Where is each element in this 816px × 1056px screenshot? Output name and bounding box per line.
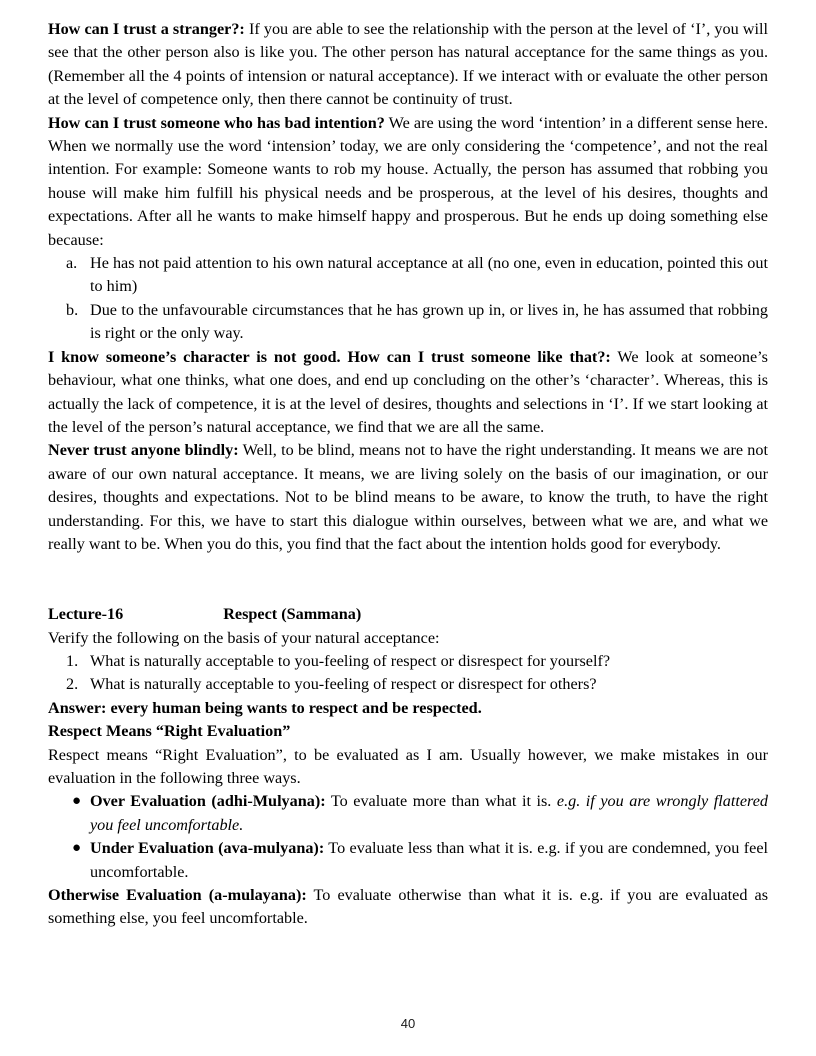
answer-line	[48, 697, 768, 720]
page-number: 40	[400, 1016, 416, 1031]
paragraph-body-never-trust: Well, to be blind, means not to have the right understanding. It means we are not aware of our own natural acceptance. It means, we are living solely on the basis of our imagination, or our desires, thoughts and expectations. Not to be blind means to be aware, to know the truth, to have the right understanding. For this, we have to start this dialogue within ourselves, between what we are, and what we really want to be. When you do this, you find that the fact about the intention holds good for everybody.	[48, 441, 768, 553]
bullet-body: To evaluate less than what it is. e.g. if you are condemned, you feel uncomfortable.	[90, 839, 769, 881]
list-item-text: What is naturally acceptable to you-feeling of respect or disrespect for yourself?	[90, 651, 611, 670]
lecture-title: Respect (Sammana)	[223, 605, 362, 624]
paragraph-lead-character: I know someone’s character is not good. How can I trust someone like that?:	[48, 347, 611, 366]
bullet-italic-note: e.g. if you are wrongly flattered you feel uncomfortable.	[90, 792, 769, 834]
list-marker: b.	[66, 300, 79, 319]
list-marker: 1.	[66, 651, 79, 670]
evaluation-bullets	[48, 790, 768, 884]
answer-text: Answer: every human being wants to respect and be respected.	[48, 698, 482, 717]
reasons-list	[48, 252, 768, 346]
list-item-text: What is naturally acceptable to you-feeling of respect or disrespect for others?	[90, 675, 597, 694]
verify-intro: Verify the following on the basis of your natural acceptance:	[48, 628, 440, 647]
paragraph-lead-trust-stranger: How can I trust a stranger?:	[48, 20, 245, 38]
paragraph-bad-intention	[48, 112, 768, 252]
list-item	[48, 673, 768, 696]
paragraph-lead-never-trust: Never trust anyone blindly:	[48, 441, 239, 460]
lecture-heading	[48, 603, 768, 626]
paragraph-body-bad-intention: We are using the word ‘intention’ in a different sense here. When we normally use the word ‘intension’ today, we are only considering the ‘competence’, and not the real intention. For example: Someone wants to rob my house. Actually, the person has assumed that robbing you house will make him fulfill his physical needs and be prosperous, at the level of his desires, thoughts and expectations. After all he wants to make himself happy and prosperous. But he ends up doing something else because:	[48, 113, 768, 249]
respect-means-heading	[48, 720, 768, 743]
paragraph-lead-otherwise-evaluation: Otherwise Evaluation (a-mulayana):	[48, 886, 307, 905]
paragraph-body-trust-stranger: If you are able to see the relationship with the person at the level of ‘I’, you will see that the other person also is like you. The other person has natural acceptance for the same things as you. (Remember all the 4 points of intension or natural acceptance). If we interact with or evaluate the other person at the level of competence only, then there cannot be continuity of trust.	[48, 20, 768, 109]
bullet-lead: Under Evaluation (ava-mulyana):	[90, 839, 325, 858]
list-item-text: Due to the unfavourable circumstances that he has grown up in, or lives in, he has assumed that robbing is right or the only way.	[90, 300, 768, 343]
verify-list	[48, 650, 768, 697]
paragraph-never-trust	[48, 439, 768, 556]
section-spacer	[48, 556, 768, 603]
list-item	[48, 790, 768, 837]
list-item	[48, 252, 768, 299]
lecture-label: Lecture-16	[48, 605, 124, 624]
bullet-body: To evaluate more than what it is.	[325, 792, 557, 811]
paragraph-body-otherwise-evaluation: To evaluate otherwise than what it is. e.g. if you are evaluated as something else, you feel uncomfortable.	[48, 886, 769, 928]
page-content	[48, 18, 768, 931]
bullet-icon: ●	[72, 840, 82, 857]
respect-means-body: Respect means “Right Evaluation”, to be evaluated as I am. Usually however, we make mistakes in our evaluation in the following three ways.	[48, 745, 768, 787]
paragraph-otherwise-evaluation	[48, 884, 768, 931]
list-item	[48, 650, 768, 673]
list-item-text: He has not paid attention to his own natural acceptance at all (no one, even in education, pointed this out to him)	[90, 254, 768, 296]
list-item	[48, 299, 768, 346]
list-marker: 2.	[66, 675, 79, 694]
bullet-icon: ●	[72, 793, 82, 810]
paragraph-lead-bad-intention: How can I trust someone who has bad intention?	[48, 113, 385, 132]
paragraph-trust-stranger	[48, 18, 768, 112]
bullet-lead: Over Evaluation (adhi-Mulyana):	[90, 792, 326, 811]
list-marker: a.	[66, 254, 78, 273]
list-item	[48, 837, 768, 884]
paragraph-character	[48, 346, 768, 440]
respect-means-heading-text: Respect Means “Right Evaluation”	[48, 722, 291, 741]
paragraph-body-character: We look at someone’s behaviour, what one thinks, what one does, and end up concluding on the other’s ‘character’. Whereas, this is actually the lack of competence, it is at the level of desires, thoughts and selections in ‘I’. If we start looking at the level of the person’s natural acceptance, we find that we are all the same.	[48, 347, 768, 436]
